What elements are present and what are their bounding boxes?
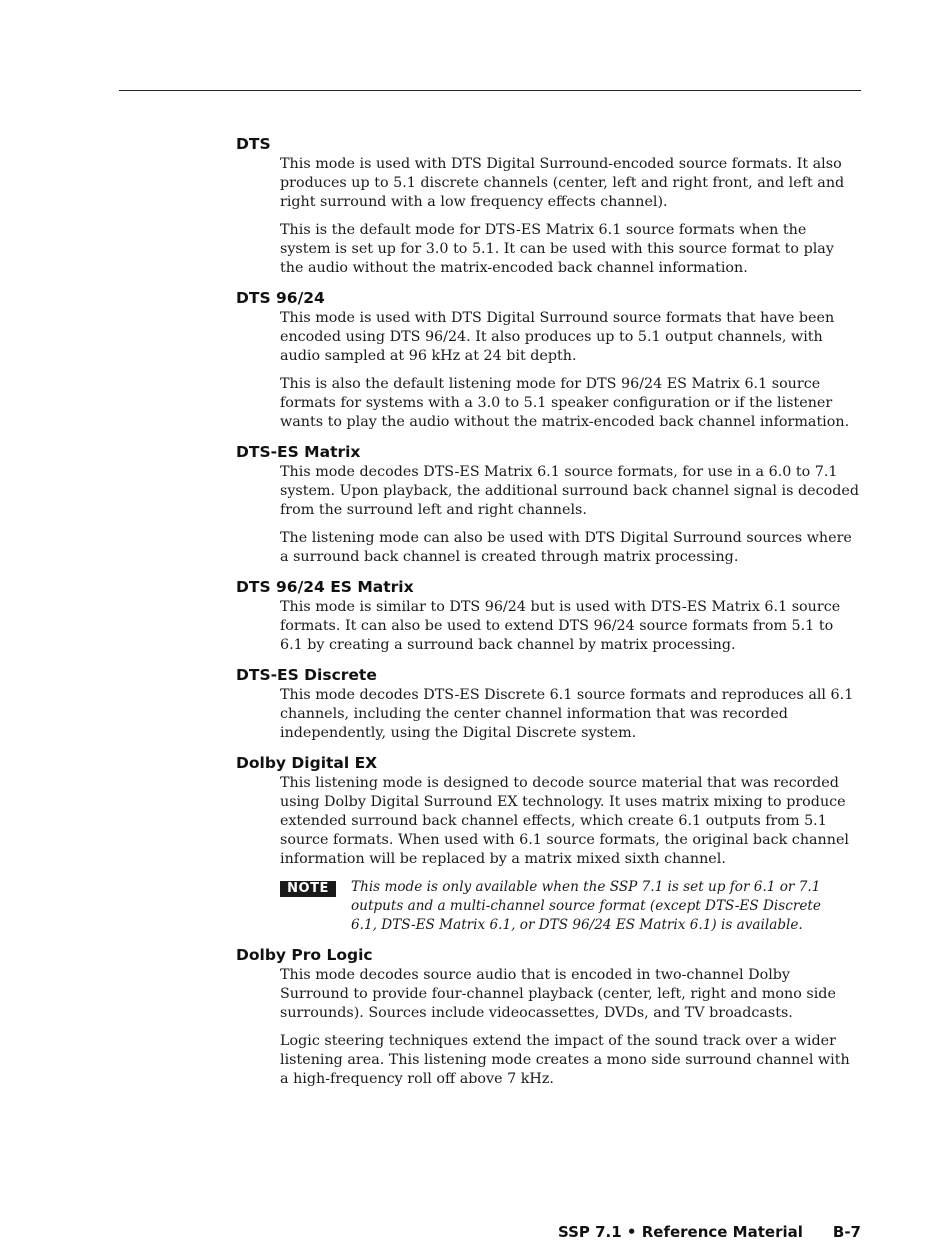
section-heading: Dolby Pro Logic [236, 946, 373, 964]
paragraph: Logic steering techniques extend the impact of the sound track over a wider listening area. This listening mode creates a mono side surround channel with a high-frequency roll off above 7 kHz. [280, 1033, 850, 1087]
paragraph: This is also the default listening mode for DTS 96/24 ES Matrix 6.1 source formats for systems with a 3.0 to 5.1 speaker configuration or if the listener wants to play the audio without the matrix-encoded back channel information. [280, 376, 850, 430]
footer-title: SSP 7.1 • Reference Material [557, 1223, 803, 1241]
section-dts-es-matrix [236, 441, 860, 567]
section-dts-96-24-es-matrix [236, 576, 860, 655]
paragraph: This mode decodes DTS-ES Matrix 6.1 source formats, for use in a 6.0 to 7.1 system. Upon playback, the additional surround back channel signal is decoded from the surround left and right channels. [280, 464, 859, 518]
paragraph: This is the default mode for DTS-ES Matrix 6.1 source formats when the system is set up for 3.0 to 5.1. It can be used with this source format to play the audio without the matrix-encoded back channel information. [280, 222, 834, 276]
paragraph: This mode is used with DTS Digital Surround source formats that have been encoded using DTS 96/24. It also produces up to 5.1 output channels, with audio sampled at 96 kHz at 24 bit depth. [280, 310, 835, 364]
section-heading: DTS [236, 135, 271, 153]
paragraph: This mode is similar to DTS 96/24 but is used with DTS-ES Matrix 6.1 source formats. It can also be used to extend DTS 96/24 source formats from 5.1 to 6.1 by creating a surround back channel by matrix processing. [280, 599, 841, 653]
section-dts [236, 133, 860, 278]
section-heading: DTS-ES Discrete [236, 666, 377, 684]
paragraph: This mode decodes source audio that is encoded in two-channel Dolby Surround to provide four-channel playback (center, left, right and mono side surrounds). Sources include videocassettes, DVDs, and TV broadcasts. [280, 967, 836, 1021]
section-dts-es-discrete [236, 664, 860, 743]
section-heading: DTS-ES Matrix [236, 443, 361, 461]
header-rule [119, 90, 861, 91]
note-box [280, 878, 860, 935]
note-text: This mode is only available when the SSP 7.1 is set up for 6.1 or 7.1 outputs and a multi-channel source format (except DTS-ES Discrete 6.1, DTS-ES Matrix 6.1, or DTS 96/24 ES Matrix 6.1) is available. [351, 879, 821, 933]
note-badge: NOTE [280, 881, 336, 897]
document-body [236, 133, 860, 1098]
section-heading: Dolby Digital EX [236, 754, 378, 772]
section-dolby-digital-ex [236, 752, 860, 935]
section-dolby-pro-logic [236, 944, 860, 1089]
section-dts-96-24 [236, 287, 860, 432]
paragraph: This mode decodes DTS-ES Discrete 6.1 source formats and reproduces all 6.1 channels, including the center channel information that was recorded independently, using the Digital Discrete system. [280, 687, 854, 741]
page-number: B-7 [832, 1223, 861, 1241]
paragraph: This mode is used with DTS Digital Surround-encoded source formats. It also produces up to 5.1 discrete channels (center, left and right front, and left and right surround with a low frequency effects channel). [280, 156, 845, 210]
section-heading: DTS 96/24 [236, 289, 325, 307]
paragraph: This listening mode is designed to decode source material that was recorded using Dolby Digital Surround EX technology. It uses matrix mixing to produce extended surround back channel effects, which create 6.1 outputs from 5.1 source formats. When used with 6.1 source formats, the original back channel information will be replaced by a matrix mixed sixth channel. [280, 775, 849, 867]
section-heading: DTS 96/24 ES Matrix [236, 578, 414, 596]
page-footer [558, 1223, 861, 1241]
paragraph: The listening mode can also be used with DTS Digital Surround sources where a surround back channel is created through matrix processing. [280, 530, 852, 565]
